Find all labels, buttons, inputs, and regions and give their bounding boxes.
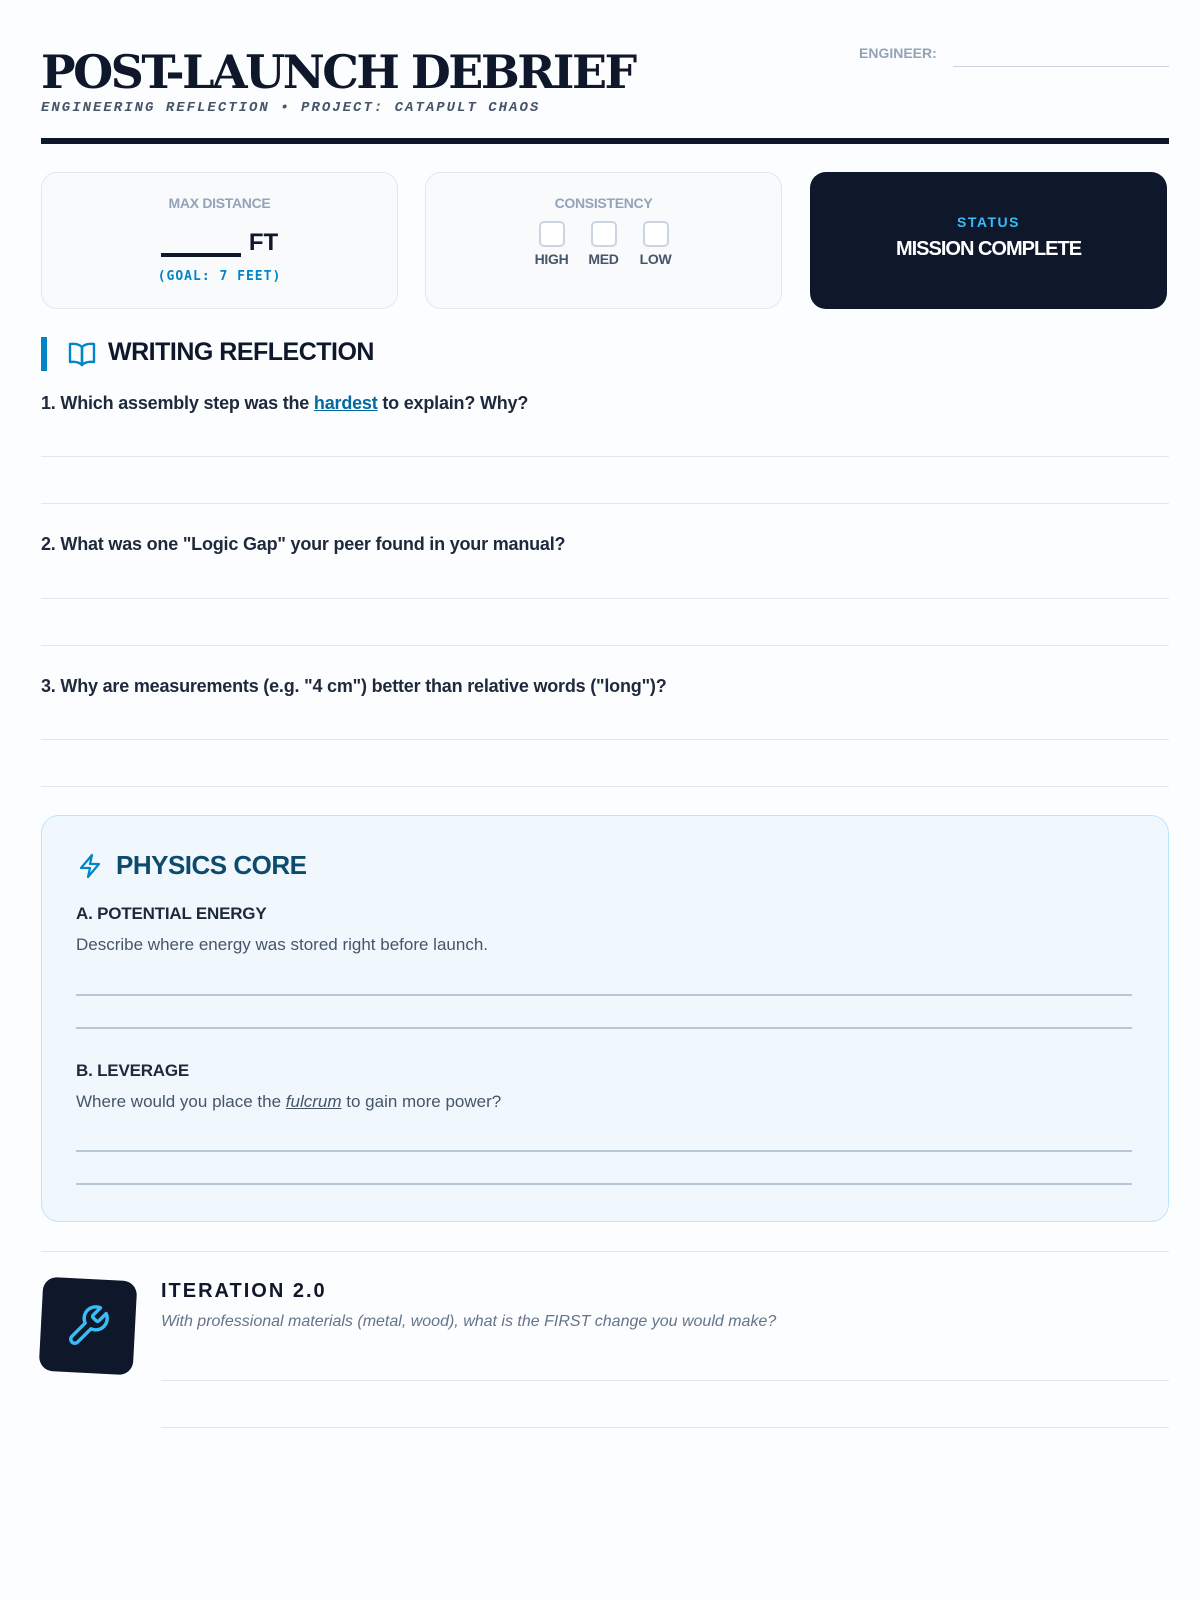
checkbox-label: LOW <box>639 251 672 267</box>
question-text: 1. Which assembly step was the <box>41 393 314 413</box>
max-distance-label: MAX DISTANCE <box>168 195 271 211</box>
lightning-bolt-icon <box>76 852 104 880</box>
distance-unit: FT <box>248 229 279 256</box>
checkbox-low[interactable] <box>643 221 669 247</box>
consistency-card <box>425 172 782 309</box>
max-distance-value <box>42 229 397 257</box>
max-distance-card <box>41 172 398 309</box>
answer-line[interactable] <box>41 598 1169 599</box>
answer-line[interactable] <box>161 1380 1169 1381</box>
checkbox-high[interactable] <box>539 221 565 247</box>
page-header <box>41 0 1169 145</box>
checkbox-med[interactable] <box>591 221 617 247</box>
section-accent-bar <box>41 337 47 371</box>
leverage-prompt <box>76 1092 501 1112</box>
checkbox-label: HIGH <box>534 251 569 267</box>
question-1 <box>41 393 528 414</box>
prompt-text: Where would you place the <box>76 1092 286 1111</box>
answer-line[interactable] <box>41 786 1169 787</box>
status-label: STATUS <box>957 214 1020 230</box>
consistency-options <box>426 221 781 267</box>
consistency-option-high[interactable] <box>534 221 570 267</box>
status-value: MISSION COMPLETE <box>895 238 1082 260</box>
answer-line[interactable] <box>41 739 1169 740</box>
potential-energy-title: A. POTENTIAL ENERGY <box>76 904 267 923</box>
question-emphasis: hardest <box>313 393 378 413</box>
engineer-label: ENGINEER: <box>859 45 937 61</box>
distance-blank-field[interactable] <box>161 235 241 257</box>
wrench-icon <box>65 1303 111 1349</box>
potential-energy-prompt: Describe where energy was stored right before launch. <box>76 935 488 954</box>
checkbox-label: MED <box>588 251 619 267</box>
answer-line[interactable] <box>76 1027 1132 1029</box>
physics-core-panel <box>41 815 1169 1222</box>
answer-line[interactable] <box>41 645 1169 646</box>
iteration-title: ITERATION 2.0 <box>161 1280 327 1302</box>
answer-line[interactable] <box>41 456 1169 457</box>
debrief-page <box>41 0 1169 1600</box>
iteration-icon-tile <box>39 1277 138 1376</box>
book-open-icon <box>67 340 97 368</box>
question-2: 2. What was one "Logic Gap" your peer found in your manual? <box>41 534 566 554</box>
distance-goal: (GOAL: 7 FEET) <box>157 269 282 284</box>
answer-line[interactable] <box>161 1427 1169 1428</box>
consistency-label: CONSISTENCY <box>554 195 653 211</box>
answer-line[interactable] <box>76 1150 1132 1152</box>
page-subtitle: ENGINEERING REFLECTION • PROJECT: CATAPULT CHAOS <box>41 100 541 116</box>
status-card <box>810 172 1167 309</box>
leverage-title: B. LEVERAGE <box>76 1061 190 1080</box>
section-divider <box>41 1251 1169 1252</box>
answer-line[interactable] <box>76 994 1132 996</box>
answer-line[interactable] <box>76 1183 1132 1185</box>
question-3: 3. Why are measurements (e.g. "4 cm") better than relative words ("long")? <box>41 676 667 696</box>
prompt-text: to gain more power? <box>341 1092 502 1111</box>
consistency-option-low[interactable] <box>638 221 674 267</box>
iteration-prompt: With professional materials (metal, wood), what is the FIRST change you would make? <box>161 1313 777 1330</box>
question-text: to explain? Why? <box>377 393 529 413</box>
header-divider <box>41 138 1169 144</box>
engineer-name-field[interactable] <box>953 66 1169 67</box>
page-title: POST-LAUNCH DEBRIEF <box>41 45 635 99</box>
fulcrum-emphasis: fulcrum <box>285 1092 342 1111</box>
physics-core-title: PHYSICS CORE <box>116 850 307 880</box>
consistency-option-med[interactable] <box>586 221 622 267</box>
writing-reflection-title: WRITING REFLECTION <box>108 338 374 366</box>
answer-line[interactable] <box>41 503 1169 504</box>
